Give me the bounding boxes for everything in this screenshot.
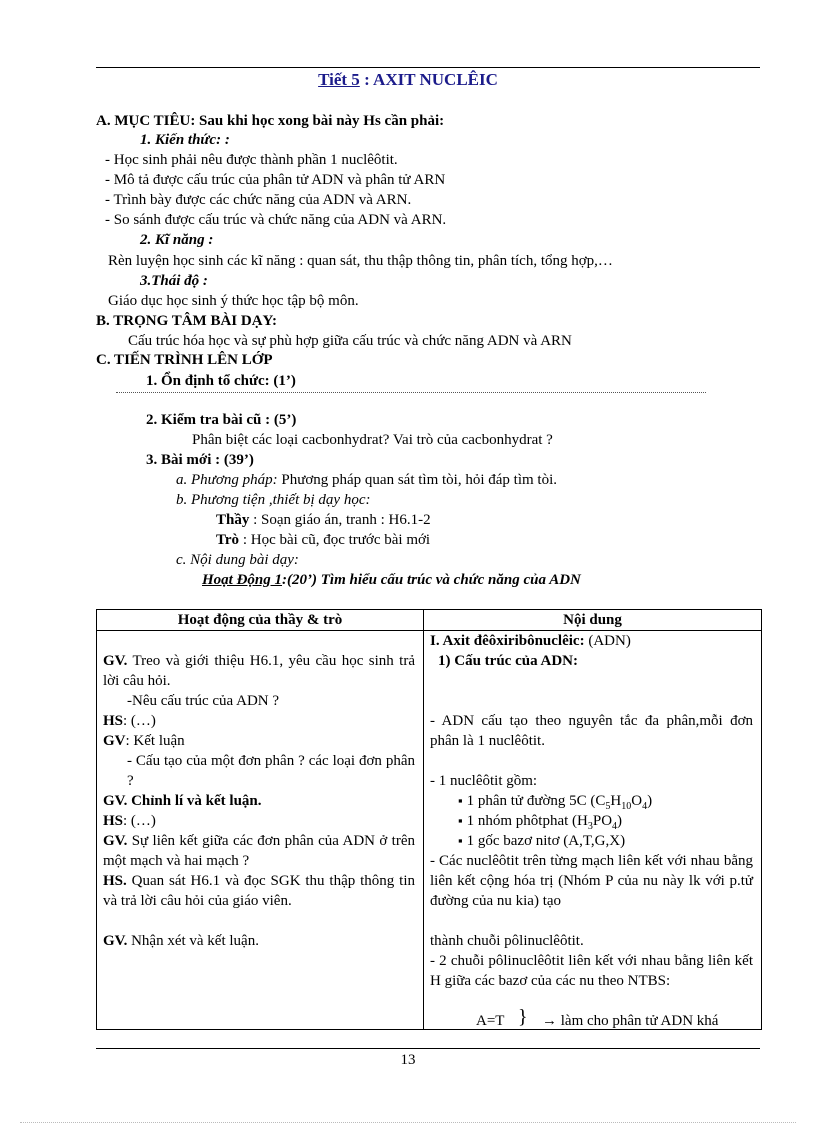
- section-b-text: Cấu trúc hóa học và sự phù hợp giữa cấu trúc và chức năng ADN và ARN: [128, 333, 572, 349]
- pairing-a-t: A=T: [476, 1013, 505, 1029]
- subsection-structure: 1) Cấu trúc của ADN:: [438, 653, 578, 669]
- skills-title: 2. Kĩ năng :: [140, 232, 214, 248]
- gv-4-label: GV.: [103, 833, 128, 849]
- method-text: Phương pháp quan sát tìm tòi, hỏi đáp tìm tòi.: [277, 472, 557, 488]
- method-label: a. Phương pháp:: [176, 472, 278, 488]
- knowledge-item: - Mô tả được cấu trúc của phân tử ADN và phân tử ARN: [105, 172, 446, 188]
- content-cell: [424, 631, 762, 1030]
- hs-1-text: : (…): [123, 713, 156, 729]
- gv-5-text: Nhận xét và kết luận.: [127, 933, 259, 949]
- brace-icon: }: [518, 1006, 528, 1028]
- section-b-heading: B. TRỌNG TÂM BÀI DẠY:: [96, 313, 278, 329]
- col-header-content: Nội dung: [424, 610, 762, 631]
- gv-4: [103, 831, 415, 871]
- hs-3-text: Quan sát H6.1 và đọc SGK thu thập thông tin và trả lời câu hỏi của giáo viên.: [103, 873, 415, 909]
- gv-3: GV. Chỉnh lí và kết luận.: [103, 793, 262, 809]
- method-line: [176, 471, 557, 490]
- knowledge-item: - Học sinh phải nêu được thành phần 1 nuclêôtit.: [105, 152, 398, 168]
- section-i-label: I. Axit đêôxiribônuclêic:: [430, 633, 585, 649]
- step-3: 3. Bài mới : (39’): [146, 452, 254, 468]
- bullet-phosphate-text: 1 nhóm phôtphat $(H_3PO_4)$: [466, 813, 623, 832]
- step-1: 1. Ổn định tổ chức: (1’): [146, 373, 296, 389]
- bullet-base: [458, 831, 625, 851]
- hs-1-label: HS: [103, 713, 124, 729]
- step-2: 2. Kiểm tra bài cũ : (5’): [146, 412, 297, 428]
- section-i-heading: [430, 631, 631, 651]
- lesson-name: : AXIT NUCLÊIC: [359, 70, 498, 89]
- paragraph-3: - Các nuclêôtit trên từng mạch liên kết với nhau bằng liên kết cộng hóa trị (Nhóm P của nu này lk với p.tử đường của nu kia) tạo: [430, 853, 753, 909]
- hs-2: [103, 811, 156, 831]
- section-a-heading: A. MỤC TIÊU: Sau khi học xong bài này Hs cần phải:: [96, 113, 445, 129]
- gv-1: [103, 651, 415, 691]
- activity-label: Hoạt Động 1: [202, 572, 283, 588]
- gv-5-label: GV.: [103, 933, 128, 949]
- page-title: [0, 70, 816, 90]
- gv-4-text: Sự liên kết giữa các đơn phân của ADN ở trên một mạch và hai mạch ?: [103, 833, 415, 869]
- paragraph-4: thành chuỗi pôlinuclêôtit.: [430, 933, 584, 949]
- gv-5: [103, 931, 259, 951]
- bottom-rule: [96, 1048, 760, 1049]
- activity-rest: :(20’) Tìm hiểu cấu trúc và chức năng của ADN: [282, 572, 581, 588]
- page-number: 13: [400, 1052, 416, 1068]
- hs-2-label: HS: [103, 813, 124, 829]
- hs-2-text: : (…): [123, 813, 156, 829]
- dotted-line: [116, 392, 706, 393]
- teacher-label: Thầy: [216, 512, 250, 528]
- bullet-base-text: 1 gốc bazơ nitơ (A,T,G,X): [466, 833, 626, 849]
- gv-2-label: GV: [103, 733, 126, 749]
- section-c-heading: C. TIẾN TRÌNH LÊN LỚP: [96, 352, 273, 368]
- paragraph-5: - 2 chuỗi pôlinuclêôtit liên kết với nhau bằng liên kết H giữa các bazơ của các nu theo NTBS:: [430, 953, 753, 989]
- paragraph-2: - 1 nuclêôtit gồm:: [430, 773, 538, 789]
- hs-1: [103, 711, 156, 731]
- teacher-text: : Soạn giáo án, tranh : H6.1-2: [249, 512, 431, 528]
- knowledge-item: - Trình bày được các chức năng của ADN và ARN.: [105, 192, 412, 208]
- skills-text: Rèn luyện học sinh các kĩ năng : quan sát, thu thập thông tin, phân tích, tổng hợp,…: [108, 253, 613, 269]
- attitude-title: 3.Thái độ :: [140, 273, 208, 289]
- student-label: Trò: [216, 532, 240, 548]
- hs-3: [103, 871, 415, 911]
- top-rule: [96, 67, 760, 68]
- pairing-result: → làm cho phân tử ADN khá: [542, 1013, 719, 1029]
- activity-cell: [97, 631, 424, 1030]
- paragraph-1: - ADN cấu tạo theo nguyên tắc đa phân,mỗi đơn phân là 1 nuclêôtit.: [430, 713, 753, 749]
- student-line: [216, 531, 430, 550]
- lesson-number: Tiết 5: [318, 70, 360, 89]
- content-label: c. Nội dung bài dạy:: [176, 552, 299, 568]
- question-2: - Cấu tạo của một đơn phân ? các loại đơn phân ?: [127, 753, 415, 789]
- section-i-rest: (ADN): [584, 633, 631, 649]
- gv-1-text: Treo và giới thiệu H6.1, yêu cầu học sinh trả lời câu hỏi.: [103, 653, 415, 689]
- gv-2: [103, 731, 185, 751]
- hs-3-label: HS.: [103, 873, 127, 889]
- bullet-sugar-text: 1 phân tử đường 5C $(C_5H_{10}O_4)$: [466, 793, 653, 812]
- attitude-text: Giáo dục học sinh ý thức học tập bộ môn.: [108, 293, 359, 309]
- means-label: b. Phương tiện ,thiết bị dạy học:: [176, 492, 371, 508]
- lesson-table: [96, 609, 762, 1030]
- activity-heading: [202, 571, 581, 590]
- gv-1-label: GV.: [103, 653, 128, 669]
- student-text: : Học bài cũ, đọc trước bài mới: [239, 532, 431, 548]
- col-header-activity: Hoạt động của thầy & trò: [97, 610, 424, 631]
- knowledge-title: 1. Kiến thức: :: [140, 132, 230, 148]
- gv-2-text: : Kết luận: [125, 733, 185, 749]
- teacher-line: [216, 511, 431, 530]
- knowledge-item: - So sánh được cấu trúc và chức năng của ADN và ARN.: [105, 212, 447, 228]
- question-1: -Nêu cấu trúc của ADN ?: [127, 693, 280, 709]
- step-2-question: Phân biệt các loại cacbonhydrat? Vai trò của cacbonhydrat ?: [192, 432, 553, 448]
